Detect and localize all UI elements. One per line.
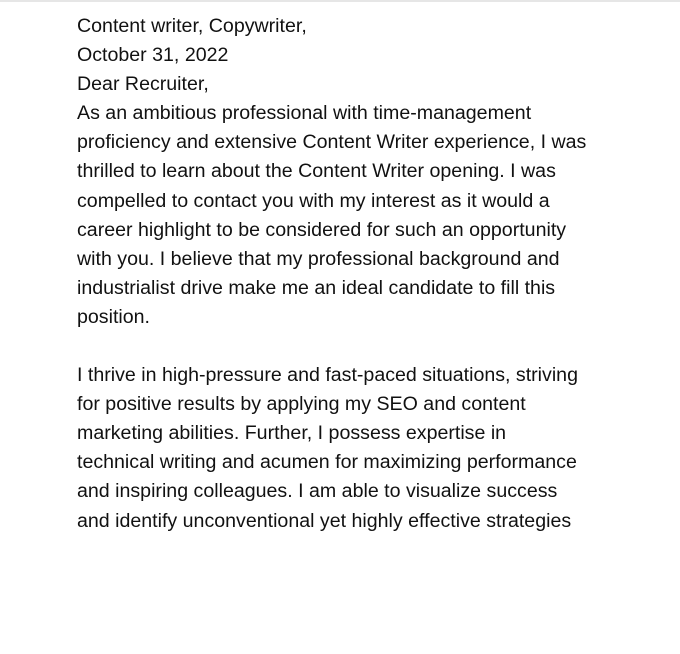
sender-line: Content writer, Copywriter, bbox=[77, 15, 307, 37]
paragraph-line: and inspiring colleagues. I am able to visualize success bbox=[77, 480, 558, 503]
paragraph-line: marketing abilities. Further, I possess expertise in bbox=[77, 422, 507, 445]
cover-letter bbox=[77, 12, 657, 536]
paragraph-line: industrialist drive make me an ideal candidate to fill this bbox=[77, 276, 556, 299]
paragraph-line: As an ambitious professional with time-management bbox=[77, 102, 532, 125]
paragraph-2 bbox=[77, 361, 657, 536]
paragraph-line: and identify unconventional yet highly effective strategies bbox=[77, 509, 572, 532]
paragraph-line: for positive results by applying my SEO and content bbox=[77, 393, 526, 416]
top-divider bbox=[0, 0, 680, 2]
paragraph-1 bbox=[77, 99, 657, 332]
paragraph-line: position. bbox=[77, 305, 150, 328]
paragraph-line: proficiency and extensive Content Writer experience, I was bbox=[77, 131, 587, 154]
paragraph-line: thrilled to learn about the Content Writer opening. I was bbox=[77, 160, 556, 183]
letter-date: October 31, 2022 bbox=[77, 44, 229, 67]
paragraph-line: technical writing and acumen for maximizing performance bbox=[77, 451, 577, 474]
paragraph-line: I thrive in high-pressure and fast-paced situations, striving bbox=[77, 364, 578, 387]
paragraph-line: career highlight to be considered for such an opportunity bbox=[77, 218, 567, 241]
paragraph-line: compelled to contact you with my interest as it would a bbox=[77, 189, 550, 212]
paragraph-line: with you. I believe that my professional background and bbox=[77, 247, 560, 270]
salutation: Dear Recruiter, bbox=[77, 73, 209, 96]
